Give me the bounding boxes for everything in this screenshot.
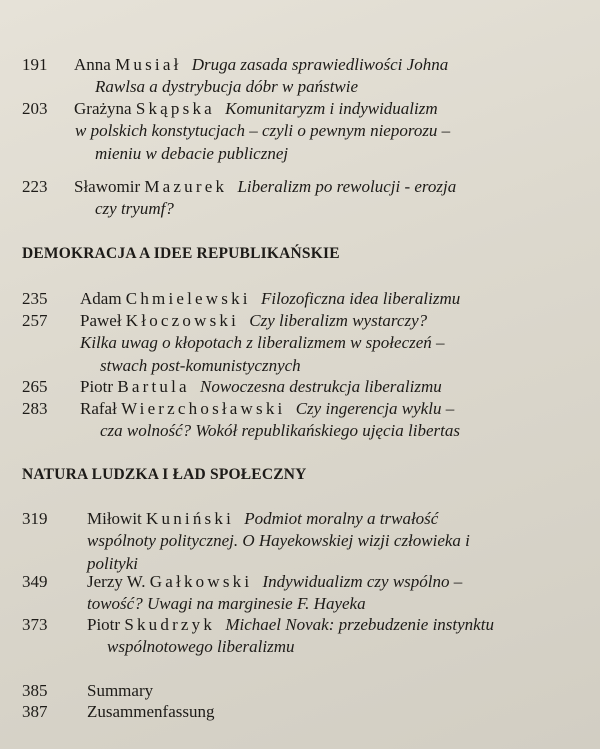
section-heading: NATURA LUDZKA I ŁAD SPOŁECZNY	[22, 466, 307, 483]
author-first-name: Piotr	[87, 615, 121, 634]
page-number: 235	[22, 289, 48, 308]
entry-line	[87, 508, 438, 531]
author-first-name: Anna	[74, 55, 111, 74]
entry-title: Liberalizm po rewolucji - erozja	[237, 177, 457, 196]
entry-line	[80, 398, 454, 421]
toc-entry-mazurek	[22, 176, 592, 224]
page-number: 349	[22, 572, 48, 591]
page-number: 387	[22, 702, 48, 721]
toc-entry-bartula	[22, 376, 592, 400]
entry-title: Podmiot moralny a trwałość	[244, 509, 439, 528]
entry-title: Czy liberalizm wystarczy?	[249, 311, 428, 330]
author-last-name: Musiał	[115, 55, 182, 74]
entry-line	[80, 376, 442, 399]
toc-entry-kuninski	[22, 508, 592, 578]
author-first-name: Sławomir	[74, 177, 141, 196]
entry-label: Summary	[87, 681, 154, 700]
author-last-name: Kuniński	[146, 509, 234, 528]
author-last-name: Gałkowski	[149, 572, 253, 591]
author-last-name: Kłoczowski	[125, 311, 240, 330]
entry-title-continuation: czy tryumf?	[95, 199, 174, 218]
author-first-name: Adam	[80, 289, 122, 308]
entry-title: Indywidualizm czy wspólno –	[262, 572, 463, 591]
author-first-name: Paweł	[80, 311, 122, 330]
entry-title-continuation: cza wolność? Wokół republikańskiego ujęcia libertas	[100, 421, 460, 440]
toc-entry-galkowski	[22, 571, 592, 619]
entry-title: Michael Novak: przebudzenie instynktu	[225, 615, 494, 634]
toc-entry-kloczowski	[22, 310, 592, 380]
entry-line	[80, 288, 460, 311]
entry-title-continuation: stwach post-komunistycznych	[100, 356, 301, 375]
entry-title: Druga zasada sprawiedliwości Johna	[191, 55, 449, 74]
entry-title: Czy ingerencja wyklu –	[295, 399, 455, 418]
page-number: 319	[22, 509, 48, 528]
entry-title-continuation: Rawlsa a dystrybucja dóbr w państwie	[95, 77, 359, 96]
author-first-name: Jerzy W.	[87, 572, 146, 591]
page-number: 223	[22, 177, 48, 196]
entry-line	[87, 614, 494, 637]
author-first-name: Piotr	[80, 377, 114, 396]
entry-title: Filozoficzna idea liberalizmu	[260, 289, 461, 308]
entry-title-continuation: polityki	[87, 554, 138, 573]
page-number: 373	[22, 615, 48, 634]
entry-title-continuation: wspólnotowego liberalizmu	[107, 637, 295, 656]
toc-entry-skapska	[22, 98, 592, 173]
entry-line	[80, 310, 427, 333]
author-last-name: Chmielewski	[125, 289, 251, 308]
entry-title-continuation: mieniu w debacie publicznej	[95, 144, 289, 163]
entry-line	[74, 54, 448, 77]
page-number: 191	[22, 55, 48, 74]
entry-label: Zusammenfassung	[87, 702, 215, 721]
entry-title-continuation: Kilka uwag o kłopotach z liberalizmem w społeczeń –	[80, 333, 445, 352]
author-last-name: Wierzchosławski	[121, 399, 286, 418]
author-first-name: Grażyna	[74, 99, 132, 118]
entry-title: Nowoczesna destrukcja liberalizmu	[200, 377, 442, 396]
page-number: 265	[22, 377, 48, 396]
section-heading: DEMOKRACJA A IDEE REPUBLIKAŃSKIE	[22, 245, 340, 262]
page-number: 283	[22, 399, 48, 418]
author-first-name: Rafał	[80, 399, 117, 418]
entry-title: Komunitaryzm i indywidualizm	[225, 99, 438, 118]
toc-entry-chmielewski	[22, 288, 592, 312]
toc-entry-skudrzyk	[22, 614, 592, 662]
page-number: 257	[22, 311, 48, 330]
entry-line	[74, 176, 456, 199]
page-number: 203	[22, 99, 48, 118]
author-first-name: Miłowit	[87, 509, 142, 528]
toc-entry-wierzchoslawski	[22, 398, 592, 446]
entry-title-continuation: wspólnoty politycznej. O Hayekowskiej wizji człowieka i	[87, 531, 470, 550]
toc-entry-zusammenfassung	[22, 701, 322, 725]
author-last-name: Mazurek	[144, 177, 228, 196]
author-last-name: Skudrzyk	[124, 615, 216, 634]
entry-title-continuation: w polskich konstytucjach – czyli o pewnym nieporozu –	[75, 121, 451, 140]
author-last-name: Bartula	[117, 377, 190, 396]
entry-line	[87, 571, 462, 594]
page-number: 385	[22, 681, 48, 700]
entry-title-continuation: towość? Uwagi na marginesie F. Hayeka	[87, 594, 366, 613]
author-last-name: Skąpska	[135, 99, 215, 118]
entry-line	[74, 98, 438, 121]
